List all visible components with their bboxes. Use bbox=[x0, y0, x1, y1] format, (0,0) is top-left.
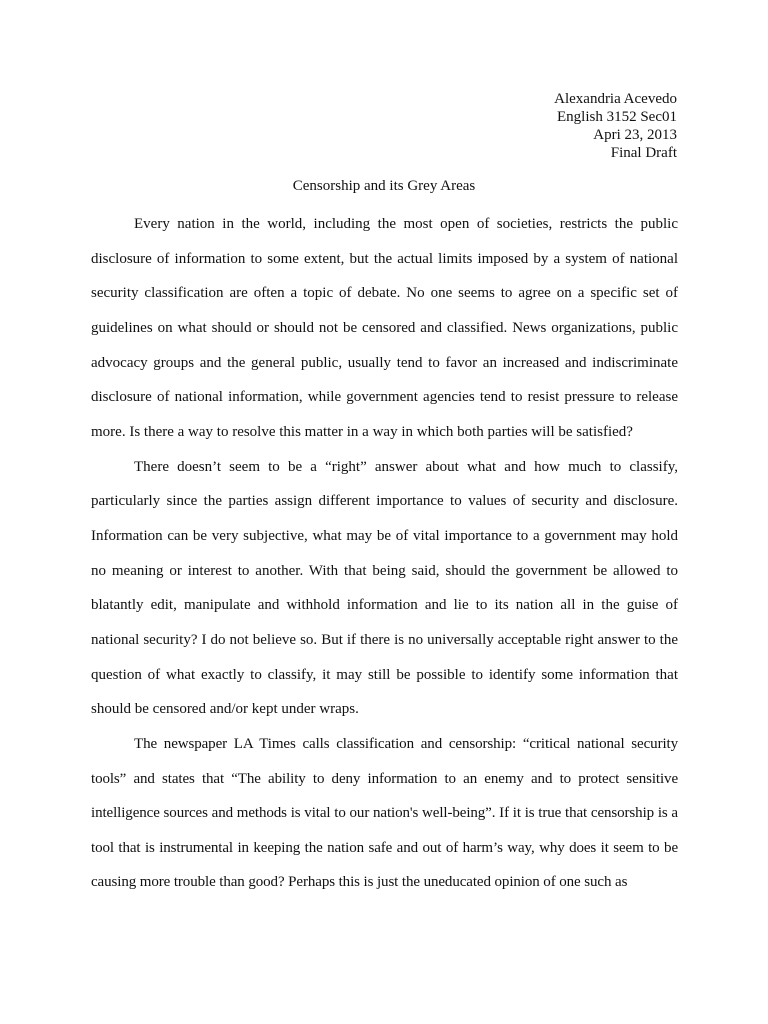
header-block bbox=[554, 90, 677, 162]
paragraph: There doesn’t seem to be a “right” answer about what and how much to classify, particularly since the parties assign different importance to values of security and disclosure. Information can be very subjective, what may be of vital importance to a government may hold no meaning or interest to another. With that being said, should the government be allowed to blatantly edit, manipulate and withhold information and lie to its nation all in the guise of national security? I do not believe so. But if there is no universally acceptable right answer to the question of what exactly to classify, it may still be possible to identify some information that should be censored and/or kept under wraps. bbox=[91, 458, 678, 718]
paragraph: The newspaper LA Times calls classification and censorship: “critical national security tools” and states that “The ability to deny information to an enemy and to protect sensitive intelligence sources and methods is vital to our nation's well-being”. If it is true that censorship is a tool that is instrumental in keeping the nation safe and out of harm’s way, why does it seem to be causing more trouble than good? Perhaps this is just the uneducated opinion of one such as bbox=[91, 735, 678, 891]
document-body bbox=[91, 207, 678, 900]
course-name: English 3152 Sec01 bbox=[557, 109, 677, 125]
document-title: Censorship and its Grey Areas bbox=[292, 178, 476, 194]
draft-label: Final Draft bbox=[610, 145, 677, 161]
paragraph: Every nation in the world, including the most open of societies, restricts the public disclosure of information to some extent, but the actual limits imposed by a system of national security classification are often a topic of debate. No one seems to agree on a specific set of guidelines on what should or should not be censored and classified. News organizations, public advocacy groups and the general public, usually tend to favor an increased and indiscriminate disclosure of national information, while government agencies tend to resist pressure to release more. Is there a way to resolve this matter in a way in which both parties will be satisfied? bbox=[91, 216, 678, 440]
author-name: Alexandria Acevedo bbox=[554, 91, 677, 107]
document-date: Apri 23, 2013 bbox=[593, 127, 677, 143]
